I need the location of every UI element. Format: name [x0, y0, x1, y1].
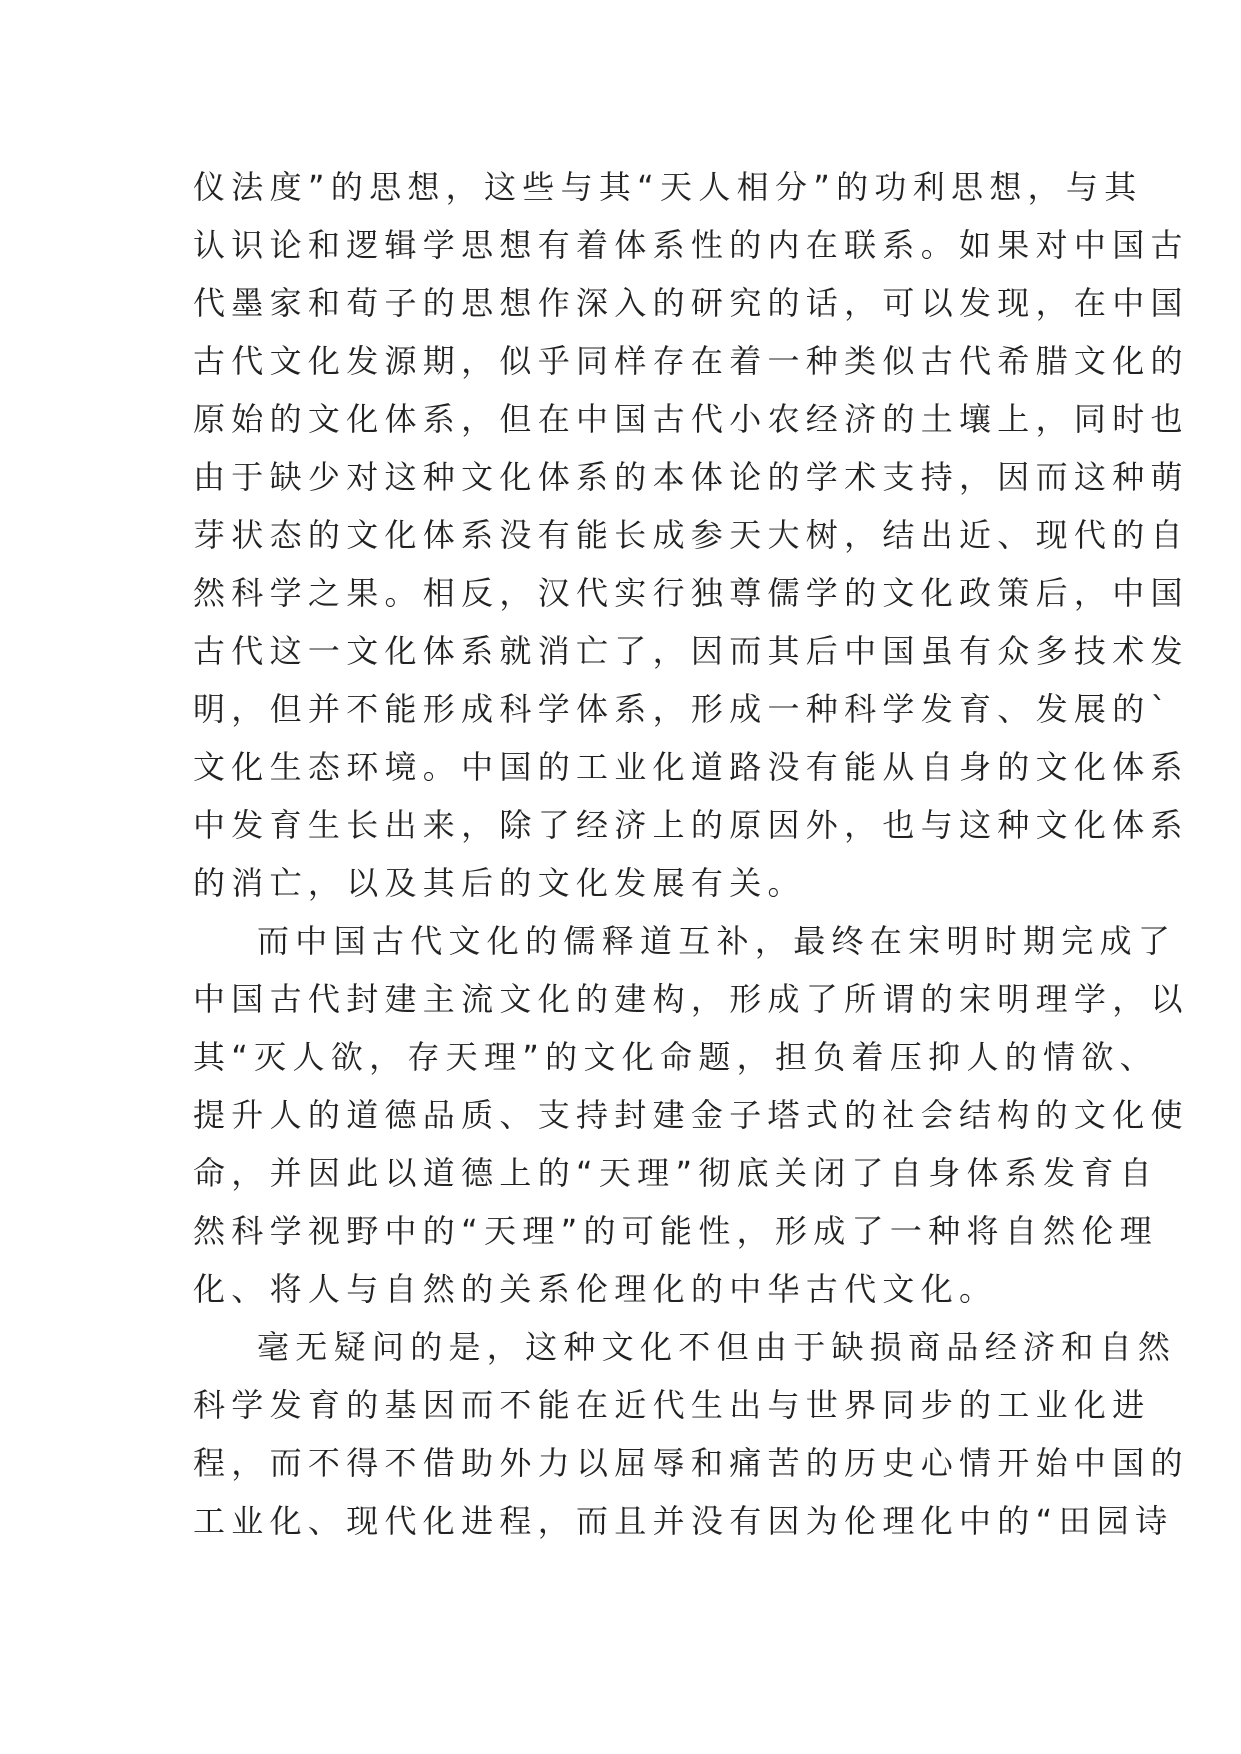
text-line: 然科学视野中的“天理”的可能性，形成了一种将自然伦理	[193, 1212, 1158, 1250]
text-line: 然科学之果。相反，汉代实行独尊儒学的文化政策后，中国	[193, 574, 1189, 612]
text-line: 原始的文化体系，但在中国古代小农经济的土壤上，同时也	[193, 400, 1189, 438]
text-line: 芽状态的文化体系没有能长成参天大树，结出近、现代的自	[193, 516, 1189, 554]
text-line: 命，并因此以道德上的“天理”彻底关闭了自身体系发育自	[193, 1154, 1158, 1192]
text-line: 代墨家和荀子的思想作深入的研究的话，可以发现，在中国	[193, 284, 1189, 322]
body-text	[193, 158, 1189, 1550]
text-line: 古代这一文化体系就消亡了，因而其后中国虽有众多技术发	[193, 632, 1189, 670]
text-line: 仪法度”的思想，这些与其“天人相分”的功利思想，与其	[193, 168, 1143, 206]
text-line: 文化生态环境。中国的工业化道路没有能从自身的文化体系	[193, 748, 1189, 786]
text-line: 的消亡，以及其后的文化发展有关。	[193, 864, 806, 902]
text-line: 认识论和逻辑学思想有着体系性的内在联系。如果对中国古	[193, 226, 1189, 264]
text-line: 明，但并不能形成科学体系，形成一种科学发育、发展的`	[193, 690, 1173, 728]
text-line: 工业化、现代化进程，而且并没有因为伦理化中的“田园诗	[193, 1502, 1174, 1540]
text-line: 提升人的道德品质、支持封建金子塔式的社会结构的文化使	[193, 1096, 1189, 1134]
text-line: 古代文化发源期，似乎同样存在着一种类似古代希腊文化的	[193, 342, 1189, 380]
text-line: 中发育生长出来，除了经济上的原因外，也与这种文化体系	[193, 806, 1189, 844]
text-line: 其“灭人欲，存天理”的文化命题，担负着压抑人的情欲、	[193, 1038, 1158, 1076]
text-line: 化、将人与自然的关系伦理化的中华古代文化。	[193, 1270, 998, 1308]
paragraph-first-line: 而中国古代文化的儒释道互补，最终在宋明时期完成了	[257, 922, 1177, 960]
text-line: 科学发育的基因而不能在近代生出与世界同步的工业化进	[193, 1386, 1151, 1424]
paragraph-first-line: 毫无疑问的是，这种文化不但由于缺损商品经济和自然	[257, 1328, 1177, 1366]
text-line: 由于缺少对这种文化体系的本体论的学术支持，因而这种萌	[193, 458, 1189, 496]
text-line: 程，而不得不借助外力以屈辱和痛苦的历史心情开始中国的	[193, 1444, 1189, 1482]
text-line: 中国古代封建主流文化的建构，形成了所谓的宋明理学，以	[193, 980, 1189, 1018]
